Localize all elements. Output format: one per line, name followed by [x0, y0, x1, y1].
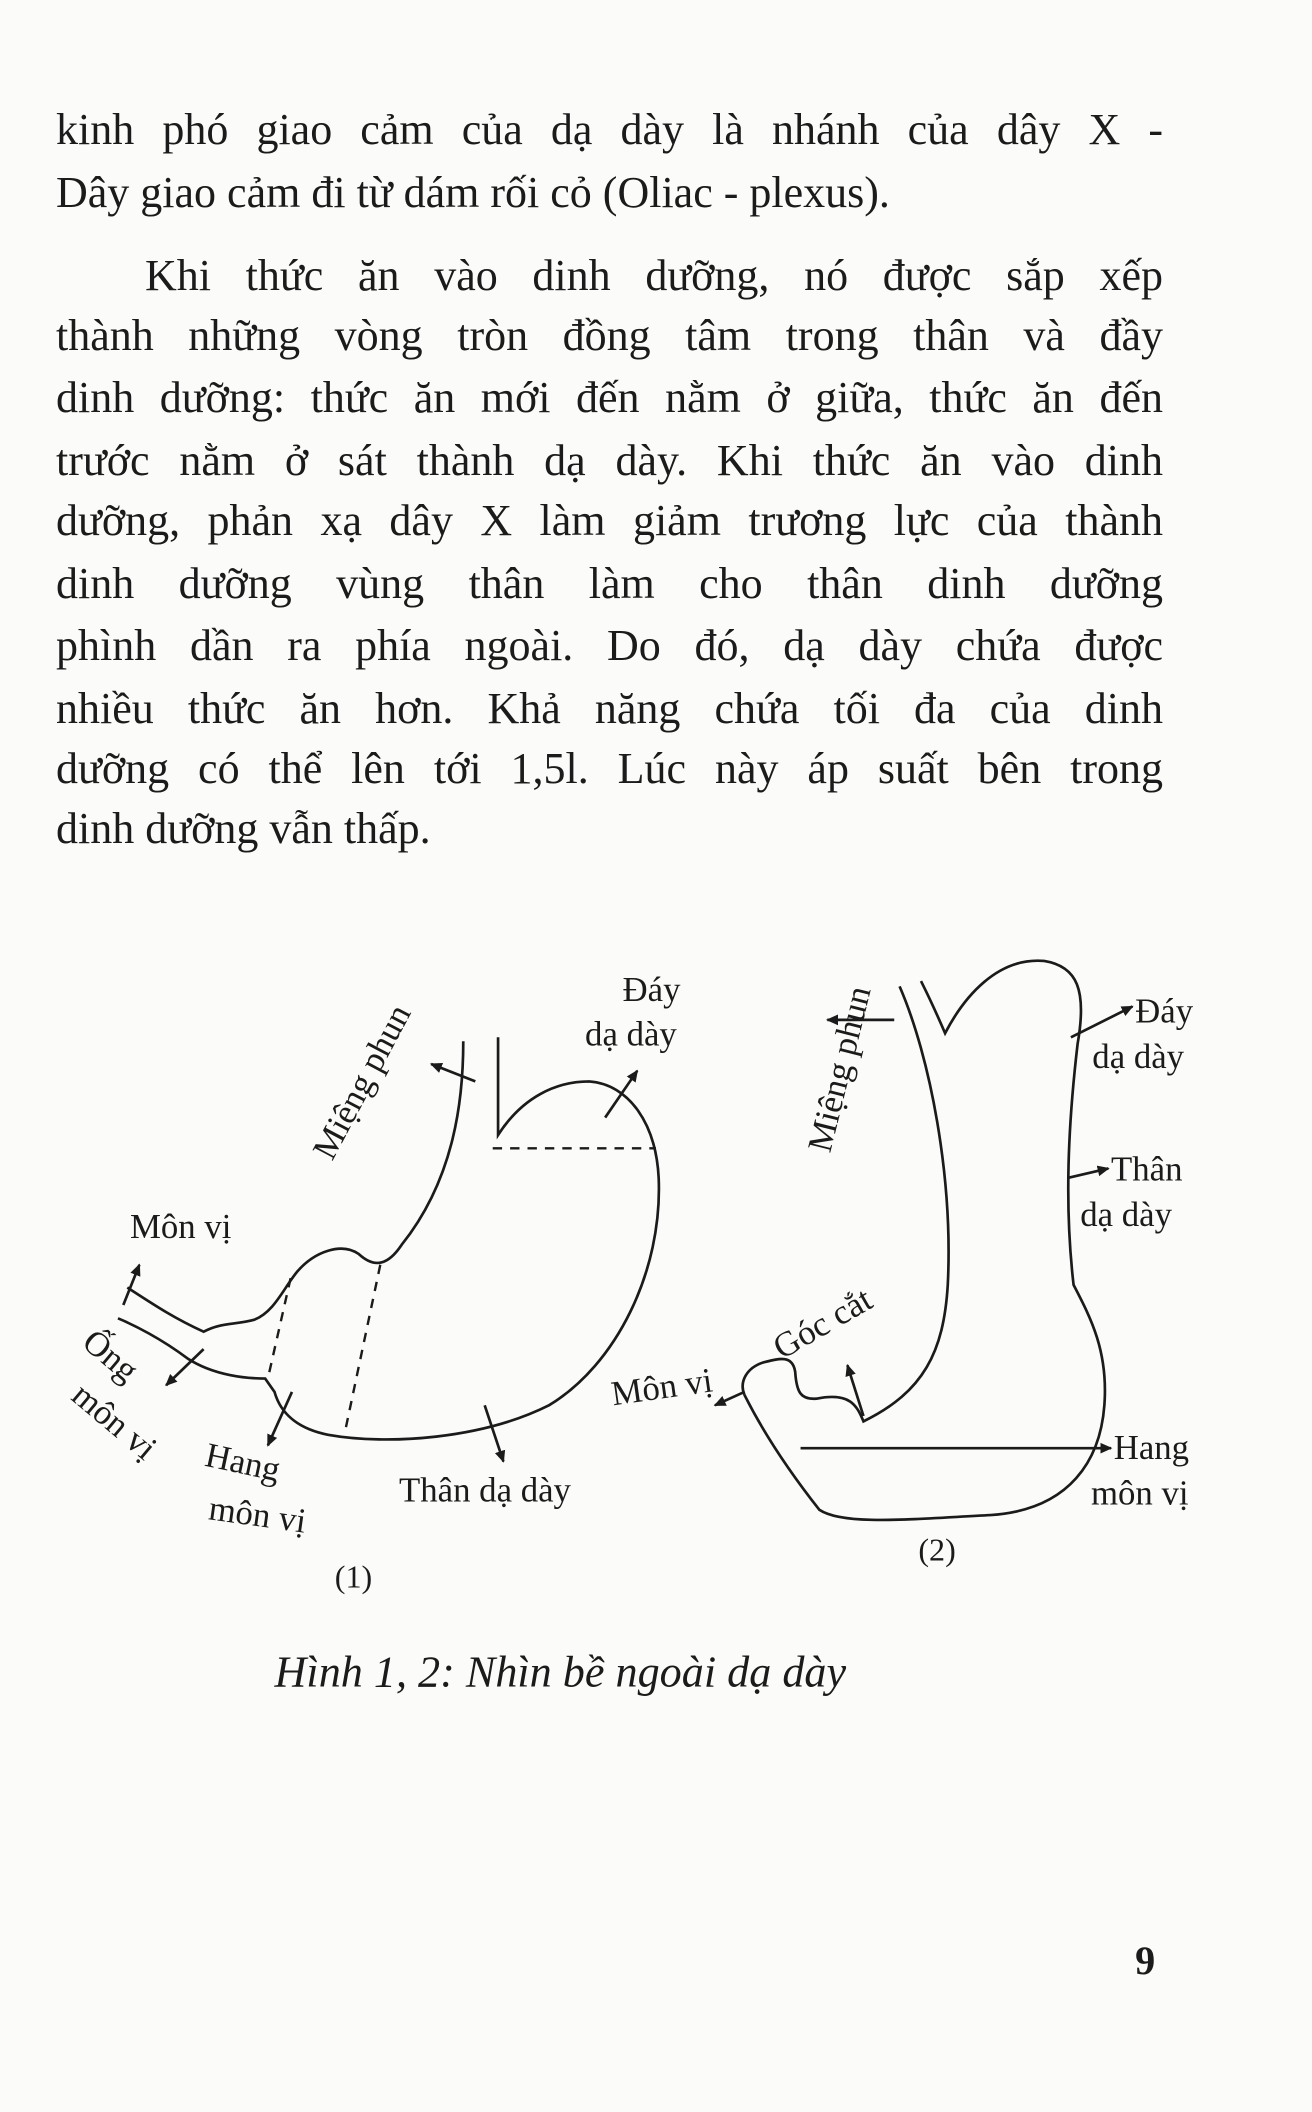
label-ong: Ống [75, 1321, 147, 1390]
label-mieng-phun-2: Miệng phun [799, 982, 879, 1156]
stomach-diagram-2 [609, 961, 1194, 1568]
figure-caption: Hình 1, 2: Nhìn bề ngoài dạ dày [274, 1647, 847, 1697]
label-day: Đáy [622, 970, 681, 1010]
body-divider [345, 1265, 380, 1430]
label-than-da-day-2: dạ dày [1080, 1194, 1173, 1234]
arrow-than-2 [1068, 1168, 1108, 1177]
greater-curvature-2 [744, 961, 1105, 1520]
label-ong-mon-vi: môn vị [64, 1374, 165, 1468]
arrow-mieng-phun [431, 1064, 475, 1081]
label-mon-vi: Môn vị [130, 1207, 232, 1247]
body-line: dinh dưỡng vẫn thấp. [56, 804, 431, 853]
label-goc-cat: Góc cắt [766, 1279, 879, 1367]
antrum-divider [268, 1278, 291, 1378]
body-line: dinh dưỡng vùng thân làm cho thân dinh dưỡng [56, 559, 1163, 608]
body-line: nhiều thức ăn hơn. Khả năng chứa tối đa của dinh [56, 684, 1163, 733]
page-number: 9 [1135, 1938, 1156, 1984]
label-mieng-phun: Miệng phun [304, 997, 419, 1166]
label-than-da-day: Thân dạ dày [399, 1470, 571, 1510]
body-line: phình dần ra phía ngoài. Do đó, dạ dày chứa được [56, 621, 1163, 670]
arrow-hang-mon-vi [268, 1392, 292, 1446]
body-line: Dây giao cảm đi từ dám rối cỏ (Oliac - plexus). [56, 168, 890, 217]
body-line: dinh dưỡng: thức ăn mới đến nằm ở giữa, thức ăn đến [56, 373, 1163, 422]
body-line: dưỡng có thể lên tới 1,5l. Lúc này áp suất bên trong [56, 744, 1163, 793]
body-line: trước nằm ở sát thành dạ dày. Khi thức ăn vào dinh [56, 436, 1163, 485]
arrow-mon-vi-2 [715, 1392, 744, 1405]
label-hang: Hang [201, 1435, 284, 1490]
label-day-da-day-2: dạ dày [1092, 1037, 1185, 1077]
label-hang-mon-vi: môn vị [206, 1488, 309, 1541]
stomach-diagram-1 [65, 970, 681, 1594]
label-hang-mon-vi-2: môn vị [1090, 1473, 1189, 1513]
label-mon-vi-2: Môn vị [608, 1360, 715, 1414]
arrow-day [605, 1071, 637, 1118]
label-hang-2: Hang [1113, 1427, 1190, 1467]
label-day-2: dạ dày [585, 1014, 677, 1054]
arrow-mon-vi [123, 1265, 139, 1305]
body-line: dưỡng, phản xạ dây X làm giảm trương lực của thành [56, 496, 1163, 545]
body-line: thành những vòng tròn đồng tâm trong thân và đầy [56, 311, 1163, 360]
label-day-2: Đáy [1135, 991, 1194, 1031]
body-line: Khi thức ăn vào dinh dưỡng, nó được sắp xếp [145, 251, 1163, 300]
arrow-ong-mon-vi [166, 1349, 203, 1385]
lesser-curvature [127, 1041, 463, 1331]
arrow-than [485, 1405, 504, 1461]
label-than-2: Thân [1111, 1149, 1183, 1189]
figure-number-2: (2) [918, 1531, 956, 1568]
figure-number-1: (1) [334, 1558, 373, 1595]
body-line: kinh phó giao cảm của dạ dày là nhánh của dây X - [56, 105, 1163, 154]
